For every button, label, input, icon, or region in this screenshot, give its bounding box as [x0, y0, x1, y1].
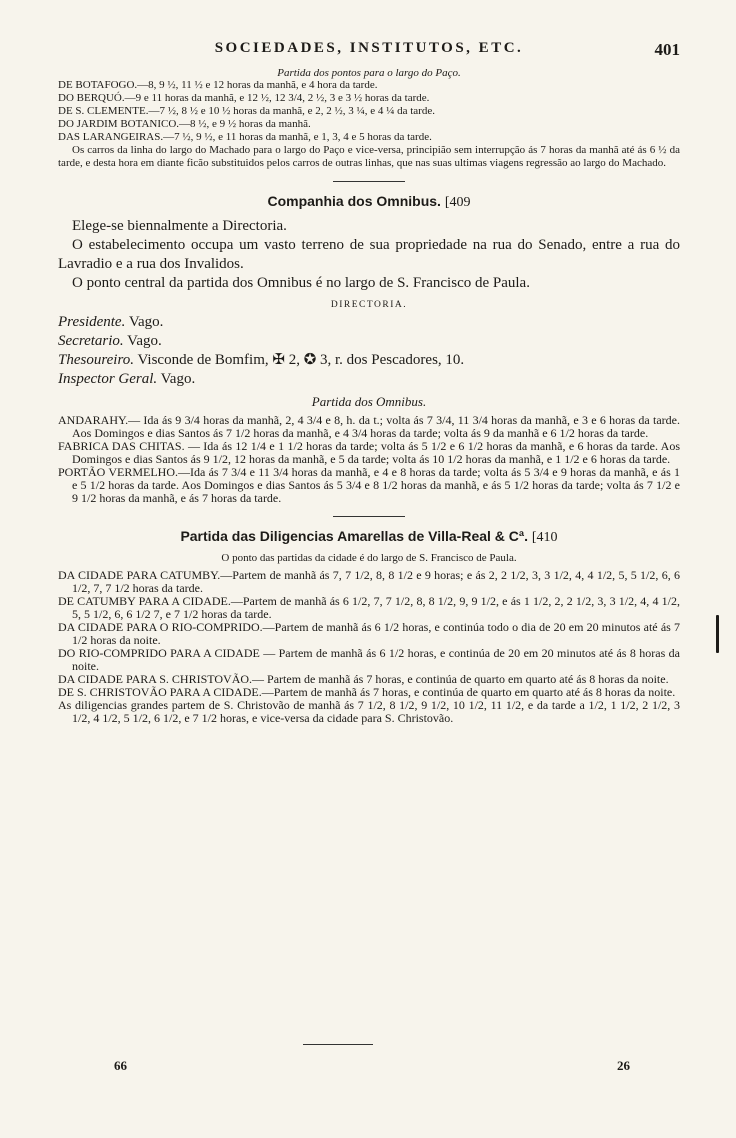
diligencias-ref: [410	[531, 530, 558, 545]
footer-right-number: 26	[617, 1058, 630, 1073]
diligencia-entry: DO RIO-COMPRIDO PARA A CIDADE — Partem de manhã ás 6 1/2 horas, e continúa de 20 em 20 minutos até ás 8 horas da noite.	[58, 646, 680, 673]
officer-role: Presidente.	[58, 314, 126, 330]
officer-row	[58, 332, 680, 351]
omnibus-paragraph: Elege-se biennalmente a Directoria.	[72, 218, 287, 234]
omnibus-ref: [409	[444, 195, 471, 210]
footer-left-number: 66	[114, 1058, 127, 1073]
officer-value: Vago.	[128, 314, 164, 330]
omnibus-title-text: Companhia dos Omnibus.	[267, 193, 441, 209]
divider	[333, 516, 405, 517]
margin-mark	[716, 615, 719, 653]
route-line: DO JARDIM BOTANICO.—8 ½, e 9 ½ horas da manhã.	[58, 118, 311, 130]
officer-value: Vago.	[127, 333, 162, 349]
top-note: Os carros da linha do largo do Machado para o largo do Paço e vice-versa, principião sem interrupção ás 7 horas da manhã até ás 6 ½ da tarde, e desta hora em diante ficão substituidos pelos carros de outras linhas, que nas suas ultimas viagens regressão ao largo do Machado.	[58, 144, 680, 169]
officer-row	[58, 351, 680, 370]
route-line: DE S. CLEMENTE.—7 ½, 8 ½ e 10 ½ horas da manhã, e 2, 2 ½, 3 ¼, e 4 ¼ da tarde.	[58, 105, 435, 117]
diligencias-routes	[58, 569, 680, 725]
page-footer	[60, 1058, 676, 1076]
diligencia-entry: DE CATUMBY PARA A CIDADE.—Partem de manhã ás 6 1/2, 7, 7 1/2, 8, 8 1/2, 9, 9 1/2, e ás 1 1/2, 2, 2 1/2, 3, 3 1/2, 4, 4 1/2, 5, 5 1/2, 6, 6 1/2 7, e 7 1/2 horas da tarde.	[58, 594, 680, 621]
diligencia-entry: DE S. CHRISTOVÃO PARA A CIDADE.—Partem de manhã ás 7 horas, e continúa de quarto em quarto até ás 8 horas da noite.	[58, 685, 676, 699]
officer-role: Inspector Geral.	[58, 371, 158, 387]
header-title: SOCIEDADES, INSTITUTOS, ETC.	[214, 40, 524, 56]
officer-row	[58, 370, 680, 389]
directory-heading: DIRECTORIA.	[330, 300, 408, 310]
diligencia-entry: DA CIDADE PARA CATUMBY.—Partem de manhã ás 7, 7 1/2, 8, 8 1/2 e 9 horas; e ás 2, 2 1/2, 3, 3 1/2, 4, 4 1/2, 5, 5 1/2, 6, 6 1/2, 7, 7 1/2 horas da tarde.	[58, 568, 680, 595]
omnibus-paragraph: O estabelecimento occupa um vasto terreno de sua propriedade na rua do Senado, entre a rua do Lavradio e a rua dos Invalidos.	[58, 237, 680, 272]
diligencias-title-text: Partida das Diligencias Amarellas de Villa-Real & Cª.	[180, 528, 528, 544]
footer-divider	[303, 1044, 373, 1045]
diligencia-entry: As diligencias grandes partem de S. Christovão de manhã ás 7 1/2, 8 1/2, 9 1/2, 10 1/2, 11 1/2, e da tarde a 1/2, 1 1/2, 2 1/2, 3 1/2, 4 1/2, 5 1/2, 6 1/2, e 7 1/2 horas, e vice-versa da cidade para S. Christovão.	[58, 698, 680, 725]
omnibus-departures	[58, 414, 680, 505]
officer-value: Visconde de Bomfim, ✠ 2, ✪ 3, r. dos Pescadores, 10.	[137, 352, 465, 368]
route-line: DE BOTAFOGO.—8, 9 ½, 11 ½ e 12 horas da manhã, e 4 hora da tarde.	[58, 79, 378, 91]
route-line: DO BERQUÓ.—9 e 11 horas da manhã, e 12 ½, 12 3/4, 2 ½, 3 e 3 ½ horas da tarde.	[58, 92, 430, 104]
omnibus-section-title	[58, 193, 680, 211]
officer-row	[58, 313, 680, 332]
running-header	[58, 40, 680, 66]
page-number: 401	[654, 40, 680, 59]
officer-role: Secretario.	[58, 333, 124, 349]
diligencia-entry: DA CIDADE PARA O RIO-COMPRIDO.—Partem de manhã ás 6 1/2 horas, e continúa todo o dia de 20 em 20 minutos até ás 7 1/2 horas da noite.	[58, 620, 680, 647]
page	[58, 40, 680, 725]
top-routes	[58, 79, 680, 170]
diligencia-entry: DA CIDADE PARA S. CHRISTOVÃO.— Partem de manhã ás 7 horas, e continúa de quarto em quarto até ás 8 horas da noite.	[58, 672, 669, 686]
officer-value: Vago.	[160, 371, 196, 387]
departures-heading: Partida dos Omnibus.	[311, 394, 427, 409]
divider	[333, 181, 405, 182]
departure-entry: FABRICA DAS CHITAS. — Ida ás 12 1/4 e 1 1/2 horas da tarde; volta ás 5 1/2 e 6 1/2 horas da manhã, e 6 horas da tarde. Aos Domingos e dias Santos ás 9 1/2, 12 horas da manhã, e 5 da tarde; volta ás 10 1/2 horas da manhã, e 1 1/2 e 6 horas da tarde.	[58, 439, 680, 466]
departure-entry: ANDARAHY.— Ida ás 9 3/4 horas da manhã, 2, 4 3/4 e 8, h. da t.; volta ás 7 3/4, 11 3/4 horas da manhã, e 3 e 6 horas da tarde. Aos Domingos e dias Santos ás 7 1/2 horas da manhã, e 4 3/4 horas da tarde; volta ás 9 da manhã e 6 1/2 horas da tarde.	[58, 413, 680, 440]
officer-role: Thesoureiro.	[58, 352, 134, 368]
departure-entry: PORTÃO VERMELHO.—Ida ás 7 3/4 e 11 3/4 horas da manhã, e 4 e 8 horas da tarde; volta ás 5 3/4 e 9 horas da manhã, e ás 1 e 5 1/2 horas da tarde. Aos Domingos e dias Santos ás 5 3/4 e 8 1/2 horas da manhã, e ás 5 1/2 horas da tarde; volta ás 7 1/2 e 9 1/2 horas da manhã, e ás 7 horas da tarde.	[58, 465, 680, 505]
top-subtitle: Partida dos pontos para o largo do Paço.	[277, 67, 461, 79]
diligencias-note: O ponto das partidas da cidade é do largo de S. Francisco de Paula.	[221, 552, 517, 564]
omnibus-paragraph: O ponto central da partida dos Omnibus é no largo de S. Francisco de Paula.	[72, 275, 530, 291]
route-line: DAS LARANGEIRAS.—7 ½, 9 ½, e 11 horas da manhã, e 1, 3, 4 e 5 horas da tarde.	[58, 131, 432, 143]
diligencias-section-title	[58, 528, 680, 546]
